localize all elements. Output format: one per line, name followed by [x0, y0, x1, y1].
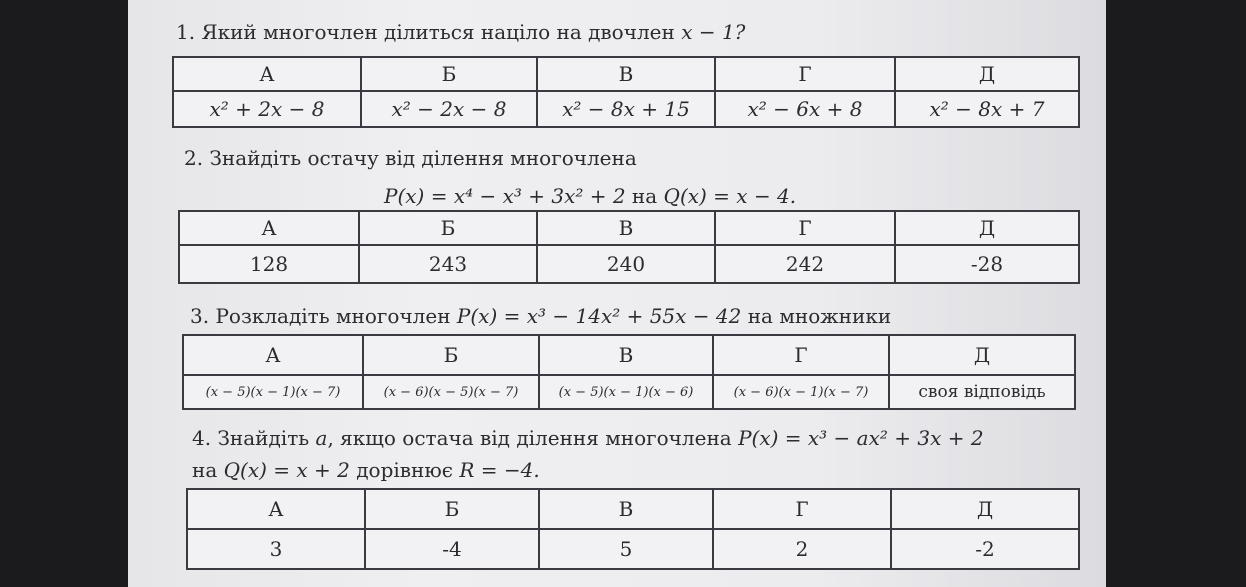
question-4-text-line1: 4. Знайдіть a, якщо остача від ділення многочлена P(x) = x³ − ax² + 3x + 2 — [192, 426, 984, 450]
q2-header-d: Д — [895, 211, 1079, 245]
q1-header-d: Д — [895, 57, 1079, 91]
question-1-text: 1. Який многочлен ділиться націло на двочлен x − 1? — [176, 20, 746, 44]
q1-header-g: Г — [715, 57, 895, 91]
q4-header-a: А — [187, 489, 365, 529]
question-2-text-line2: P(x) = x⁴ − x³ + 3x² + 2 на Q(x) = x − 4. — [384, 184, 797, 208]
q4-header-d: Д — [891, 489, 1079, 529]
q2-header-v: В — [537, 211, 715, 245]
q2-answer-g: 242 — [715, 245, 895, 283]
q3-header-g: Г — [713, 335, 889, 375]
q3-answer-g: (x − 6)(x − 1)(x − 7) — [713, 375, 889, 409]
q3-answer-d: своя відповідь — [889, 375, 1075, 409]
q2-header-g: Г — [715, 211, 895, 245]
q4-answer-d: -2 — [891, 529, 1079, 569]
q2-answer-d: -28 — [895, 245, 1079, 283]
q3-answer-a: (x − 5)(x − 1)(x − 7) — [183, 375, 363, 409]
q1-answer-a: x² + 2x − 8 — [173, 91, 361, 127]
q2-answer-v: 240 — [537, 245, 715, 283]
question-1-answer-table — [172, 56, 1080, 128]
q1-answer-g: x² − 6x + 8 — [715, 91, 895, 127]
q4-answer-a: 3 — [187, 529, 365, 569]
worksheet-page — [128, 0, 1106, 587]
q4-answer-g: 2 — [713, 529, 891, 569]
q3-answer-b: (x − 6)(x − 5)(x − 7) — [363, 375, 539, 409]
question-2-text-line1: 2. Знайдіть остачу від ділення многочлена — [184, 146, 637, 170]
q4-header-v: В — [539, 489, 713, 529]
q3-answer-v: (x − 5)(x − 1)(x − 6) — [539, 375, 713, 409]
question-4-text-line2: на Q(x) = x + 2 дорівнює R = −4. — [192, 458, 540, 482]
question-3-answer-table — [182, 334, 1076, 410]
question-3-text: 3. Розкладіть многочлен P(x) = x³ − 14x² + 55x − 42 на множники — [190, 304, 892, 328]
q1-answer-b: x² − 2x − 8 — [361, 91, 537, 127]
q4-header-b: Б — [365, 489, 539, 529]
q4-answer-v: 5 — [539, 529, 713, 569]
q3-header-a: А — [183, 335, 363, 375]
q2-header-a: А — [179, 211, 359, 245]
q2-answer-a: 128 — [179, 245, 359, 283]
q4-header-g: Г — [713, 489, 891, 529]
q1-header-a: А — [173, 57, 361, 91]
q3-header-b: Б — [363, 335, 539, 375]
q4-answer-b: -4 — [365, 529, 539, 569]
q2-answer-b: 243 — [359, 245, 537, 283]
q3-header-d: Д — [889, 335, 1075, 375]
q3-header-v: В — [539, 335, 713, 375]
q1-answer-v: x² − 8x + 15 — [537, 91, 715, 127]
question-4-answer-table — [186, 488, 1080, 570]
q2-header-b: Б — [359, 211, 537, 245]
q1-answer-d: x² − 8x + 7 — [895, 91, 1079, 127]
question-2-answer-table — [178, 210, 1080, 284]
q1-header-v: В — [537, 57, 715, 91]
q1-header-b: Б — [361, 57, 537, 91]
